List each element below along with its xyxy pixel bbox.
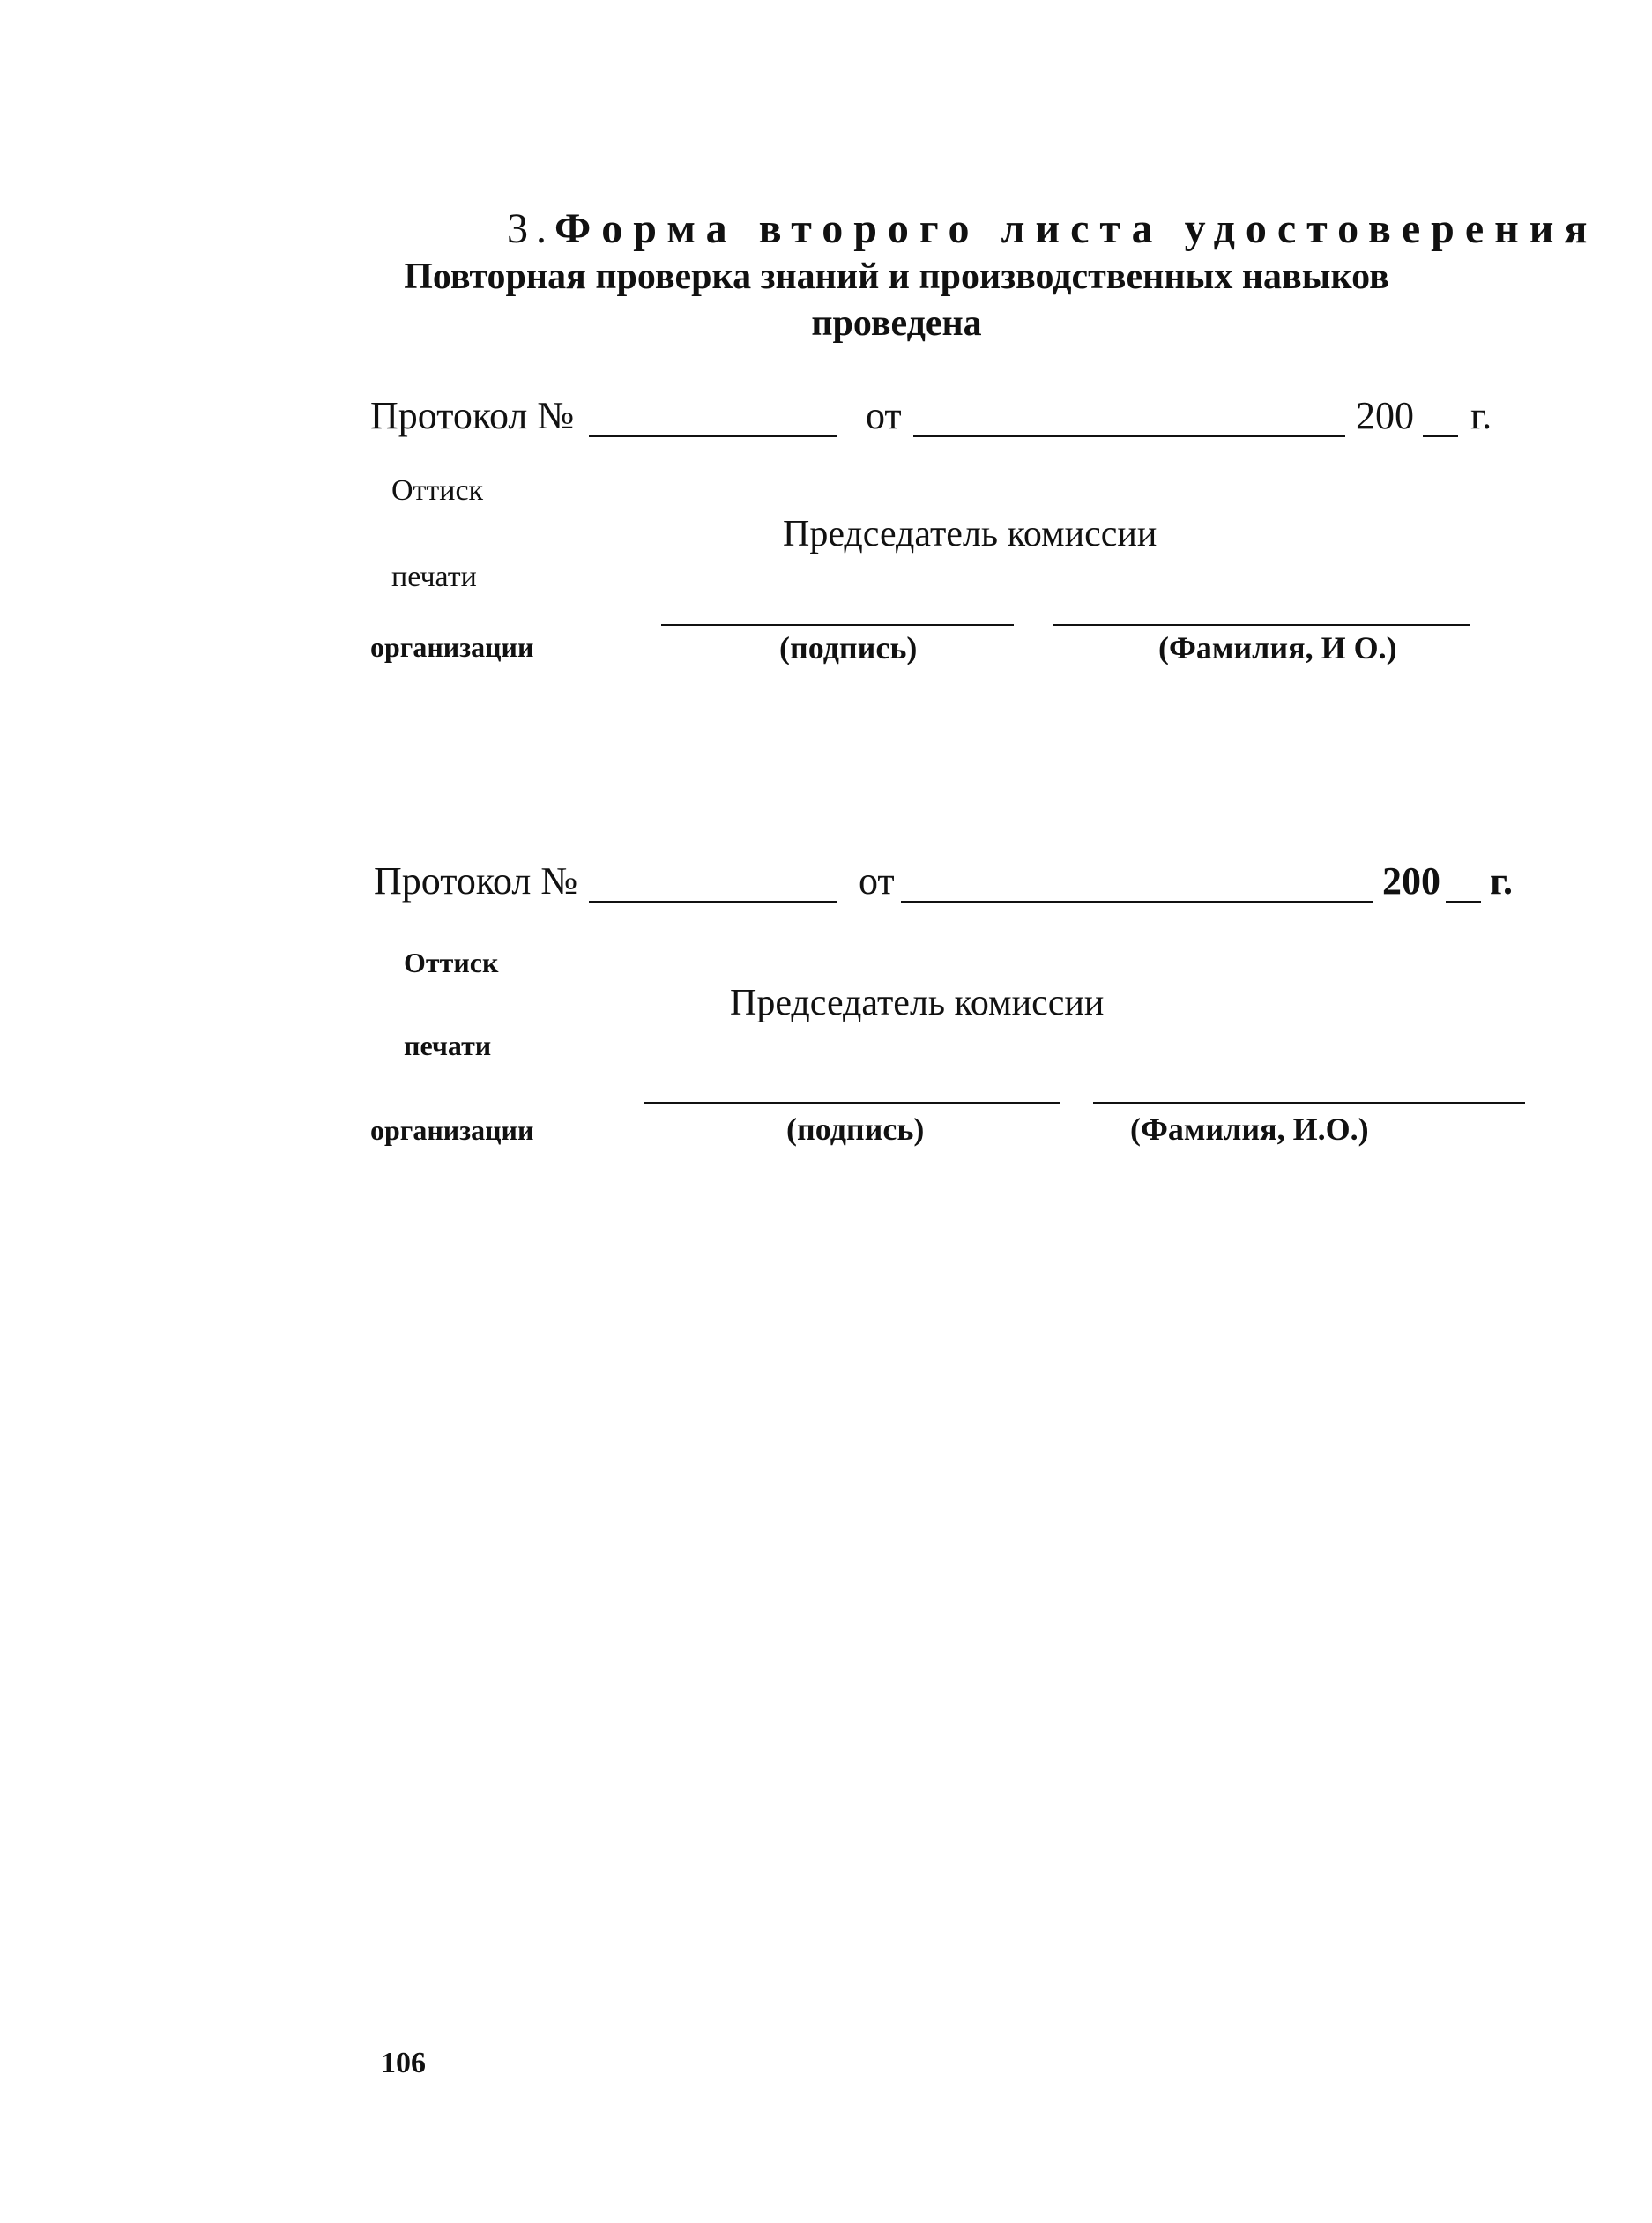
protocol-date-field[interactable] (913, 435, 1345, 437)
signature-field[interactable] (661, 624, 1014, 626)
stamp-label-line1: Оттиск (404, 947, 499, 978)
protocol-number-field[interactable] (589, 435, 837, 437)
chairman-label: Председатель комиссии (783, 514, 1157, 554)
form-title-number: 3. (507, 205, 554, 252)
year-suffix: г. (1490, 859, 1514, 903)
year-label: 200 (1382, 859, 1440, 903)
form-title (507, 204, 1597, 253)
name-caption: (Фамилия, И.О.) (1130, 1112, 1369, 1147)
name-field[interactable] (1093, 1102, 1525, 1104)
chairman-label: Председатель комиссии (730, 983, 1105, 1023)
stamp-label-line3: организации (370, 631, 534, 663)
stamp-label-line2: печати (391, 561, 477, 593)
form-subtitle-cont: проведена (811, 303, 982, 344)
year-suffix: г. (1470, 394, 1492, 437)
stamp-label-line3: организации (370, 1114, 534, 1146)
signature-caption: (подпись) (779, 630, 918, 665)
year-label: 200 (1356, 394, 1414, 437)
stamp-label-line1: Оттиск (391, 474, 484, 507)
stamp-label-line2: печати (404, 1030, 492, 1061)
from-label: от (866, 394, 902, 437)
signature-caption: (подпись) (786, 1112, 925, 1147)
protocol-label: Протокол № (374, 859, 578, 903)
form-subtitle: Повторная проверка знаний и производственных навыков (404, 256, 1389, 297)
protocol-label: Протокол № (370, 394, 575, 437)
protocol-date-field[interactable] (901, 901, 1373, 903)
name-field[interactable] (1053, 624, 1470, 626)
page-number: 106 (381, 2047, 426, 2079)
year-field[interactable] (1446, 901, 1481, 903)
form-title-text: Форма второго листа удостоверения (554, 205, 1598, 252)
signature-field[interactable] (644, 1102, 1060, 1104)
year-field[interactable] (1423, 435, 1458, 437)
from-label: от (859, 859, 895, 903)
name-caption: (Фамилия, И О.) (1158, 630, 1397, 665)
protocol-number-field[interactable] (589, 901, 837, 903)
